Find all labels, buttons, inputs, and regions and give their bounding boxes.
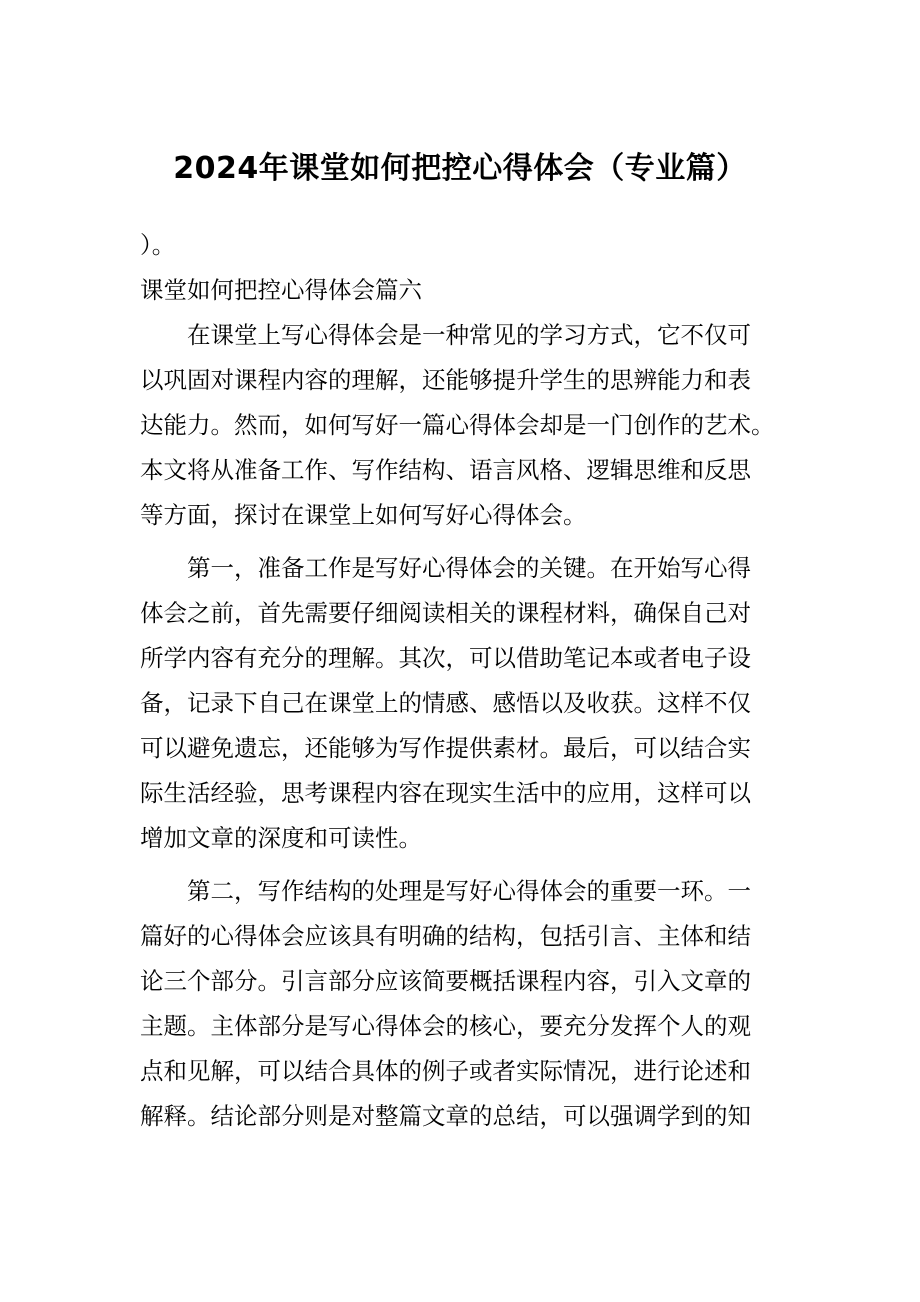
section-subtitle: 课堂如何把控心得体会篇六 [140,276,422,304]
paragraph-line: 第一，准备工作是写好心得体会的关键。在开始写心得 [187,554,751,582]
paragraph-2 [140,546,780,861]
paragraph-line: 等方面，探讨在课堂上如何写好心得体会。 [140,501,587,529]
paragraph-line: 点和见解，可以结合具体的例子或者实际情况，进行论述和 [140,1057,751,1085]
paragraph-line: 所学内容有充分的理解。其次，可以借助笔记本或者电子设 [140,644,751,672]
text-fragment: ）。 [140,231,176,259]
paragraph-1 [140,313,780,538]
paragraph-line: 解释。结论部分则是对整篇文章的总结，可以强调学到的知 [140,1102,751,1130]
document-title: 2024年课堂如何把控心得体会（专业篇） [173,151,747,186]
paragraph-line: 第二，写作结构的处理是写好心得体会的重要一环。一 [187,877,751,905]
paragraph-line: 本文将从准备工作、写作结构、语言风格、逻辑思维和反思 [140,456,751,484]
paragraph-line: 在课堂上写心得体会是一种常见的学习方式，它不仅可 [187,321,751,349]
paragraph-line: 达能力。然而，如何写好一篇心得体会却是一门创作的艺术。 [140,411,775,439]
document-body [140,223,780,1139]
paragraph-line: 以巩固对课程内容的理解，还能够提升学生的思辨能力和表 [140,366,751,394]
paragraph-line: 体会之前，首先需要仔细阅读相关的课程材料，确保自己对 [140,599,751,627]
paragraph-line: 备，记录下自己在课堂上的情感、感悟以及收获。这样不仅 [140,689,751,717]
paragraph-line: 可以避免遗忘，还能够为写作提供素材。最后，可以结合实 [140,734,751,762]
paragraph-line: 际生活经验，思考课程内容在现实生活中的应用，这样可以 [140,779,751,807]
paragraph-line: 篇好的心得体会应该具有明确的结构，包括引言、主体和结 [140,922,751,950]
paragraph-line: 主题。主体部分是写心得体会的核心，要充分发挥个人的观 [140,1012,751,1040]
paragraph-3 [140,869,780,1139]
paragraph-line: 论三个部分。引言部分应该简要概括课程内容，引入文章的 [140,967,751,995]
paragraph-line: 增加文章的深度和可读性。 [140,824,422,852]
